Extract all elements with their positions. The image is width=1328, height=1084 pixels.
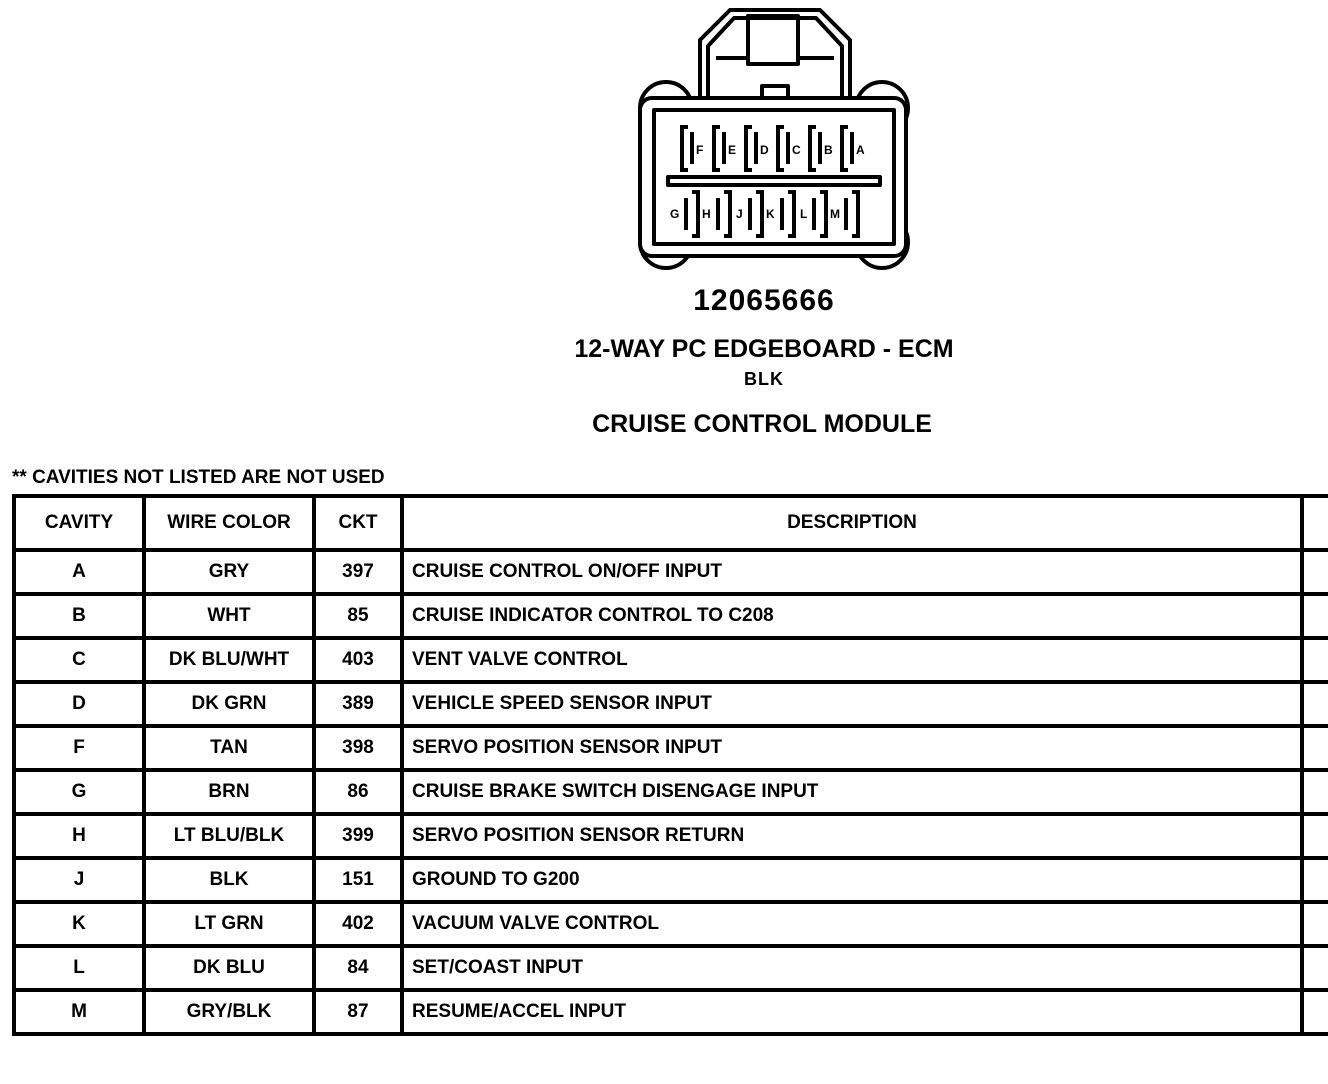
table-row (14, 902, 1328, 946)
cavity-cell: B (14, 594, 144, 638)
description-cell: VACUUM VALVE CONTROL (402, 902, 1302, 946)
cavity-label-c: C (792, 143, 801, 157)
cavity-cell: D (14, 682, 144, 726)
connector-name: 12-WAY PC EDGEBOARD - ECM (574, 335, 954, 363)
connector-color: BLK (744, 369, 784, 389)
description-cell: VENT VALVE CONTROL (402, 638, 1302, 682)
header-cavity: CAVITY (14, 496, 144, 550)
wire-color-cell: GRY (144, 550, 314, 594)
description-cell: GROUND TO G200 (402, 858, 1302, 902)
header-wire-color: WIRE COLOR (144, 496, 314, 550)
connector-face-drawing (630, 2, 920, 274)
table-row (14, 726, 1328, 770)
pinout-table (12, 494, 1328, 1036)
cavity-label-g: G (670, 207, 680, 221)
table-header-row (14, 496, 1328, 550)
wire-color-cell: TAN (144, 726, 314, 770)
description-cell: CRUISE BRAKE SWITCH DISENGAGE INPUT (402, 770, 1302, 814)
ckt-cell: 398 (314, 726, 402, 770)
wire-color-cell: LT BLU/BLK (144, 814, 314, 858)
ckt-cell: 402 (314, 902, 402, 946)
header-truncated-column (1302, 496, 1328, 550)
table-row (14, 594, 1328, 638)
cavity-label-j: J (736, 207, 743, 221)
ckt-cell: 151 (314, 858, 402, 902)
module-name: CRUISE CONTROL MODULE (592, 410, 932, 438)
table-row (14, 858, 1328, 902)
cavity-label-k: K (766, 207, 775, 221)
ckt-cell: 86 (314, 770, 402, 814)
table-row (14, 814, 1328, 858)
truncated-cell (1302, 990, 1328, 1034)
cavity-cell: M (14, 990, 144, 1034)
cavity-label-d: D (760, 143, 769, 157)
wire-color-cell: GRY/BLK (144, 990, 314, 1034)
ckt-cell: 399 (314, 814, 402, 858)
description-cell: SERVO POSITION SENSOR INPUT (402, 726, 1302, 770)
ckt-cell: 403 (314, 638, 402, 682)
table-row (14, 990, 1328, 1034)
table-row (14, 550, 1328, 594)
ckt-cell: 389 (314, 682, 402, 726)
header-ckt: CKT (314, 496, 402, 550)
ckt-cell: 84 (314, 946, 402, 990)
truncated-cell (1302, 638, 1328, 682)
cavity-cell: G (14, 770, 144, 814)
ckt-cell: 397 (314, 550, 402, 594)
wire-color-cell: BRN (144, 770, 314, 814)
ckt-cell: 85 (314, 594, 402, 638)
ckt-cell: 87 (314, 990, 402, 1034)
description-cell: SET/COAST INPUT (402, 946, 1302, 990)
truncated-cell (1302, 550, 1328, 594)
cavity-cell: K (14, 902, 144, 946)
table-row (14, 770, 1328, 814)
wire-color-cell: LT GRN (144, 902, 314, 946)
description-cell: RESUME/ACCEL INPUT (402, 990, 1302, 1034)
cavity-label-m: M (830, 207, 840, 221)
cavity-label-h: H (702, 207, 711, 221)
wire-color-cell: DK BLU (144, 946, 314, 990)
cavity-cell: F (14, 726, 144, 770)
description-cell: SERVO POSITION SENSOR RETURN (402, 814, 1302, 858)
unused-cavities-note: ** CAVITIES NOT LISTED ARE NOT USED (12, 467, 385, 488)
cavity-cell: L (14, 946, 144, 990)
table-row (14, 946, 1328, 990)
wire-color-cell: BLK (144, 858, 314, 902)
table-row (14, 638, 1328, 682)
cavity-label-f: F (696, 143, 704, 157)
truncated-cell (1302, 594, 1328, 638)
description-cell: VEHICLE SPEED SENSOR INPUT (402, 682, 1302, 726)
truncated-cell (1302, 902, 1328, 946)
truncated-cell (1302, 770, 1328, 814)
cavity-label-a: A (856, 143, 865, 157)
cavity-label-e: E (728, 143, 737, 157)
cavity-cell: A (14, 550, 144, 594)
truncated-cell (1302, 682, 1328, 726)
cavity-label-l: L (800, 207, 808, 221)
cavity-cell: H (14, 814, 144, 858)
cavity-label-b: B (824, 143, 833, 157)
wire-color-cell: WHT (144, 594, 314, 638)
header-description: DESCRIPTION (402, 496, 1302, 550)
truncated-cell (1302, 726, 1328, 770)
description-cell: CRUISE INDICATOR CONTROL TO C208 (402, 594, 1302, 638)
description-cell: CRUISE CONTROL ON/OFF INPUT (402, 550, 1302, 594)
wire-color-cell: DK GRN (144, 682, 314, 726)
truncated-cell (1302, 946, 1328, 990)
cavity-cell: C (14, 638, 144, 682)
table-row (14, 682, 1328, 726)
wire-color-cell: DK BLU/WHT (144, 638, 314, 682)
truncated-cell (1302, 814, 1328, 858)
part-number: 12065666 (693, 284, 835, 317)
cavity-cell: J (14, 858, 144, 902)
truncated-cell (1302, 858, 1328, 902)
